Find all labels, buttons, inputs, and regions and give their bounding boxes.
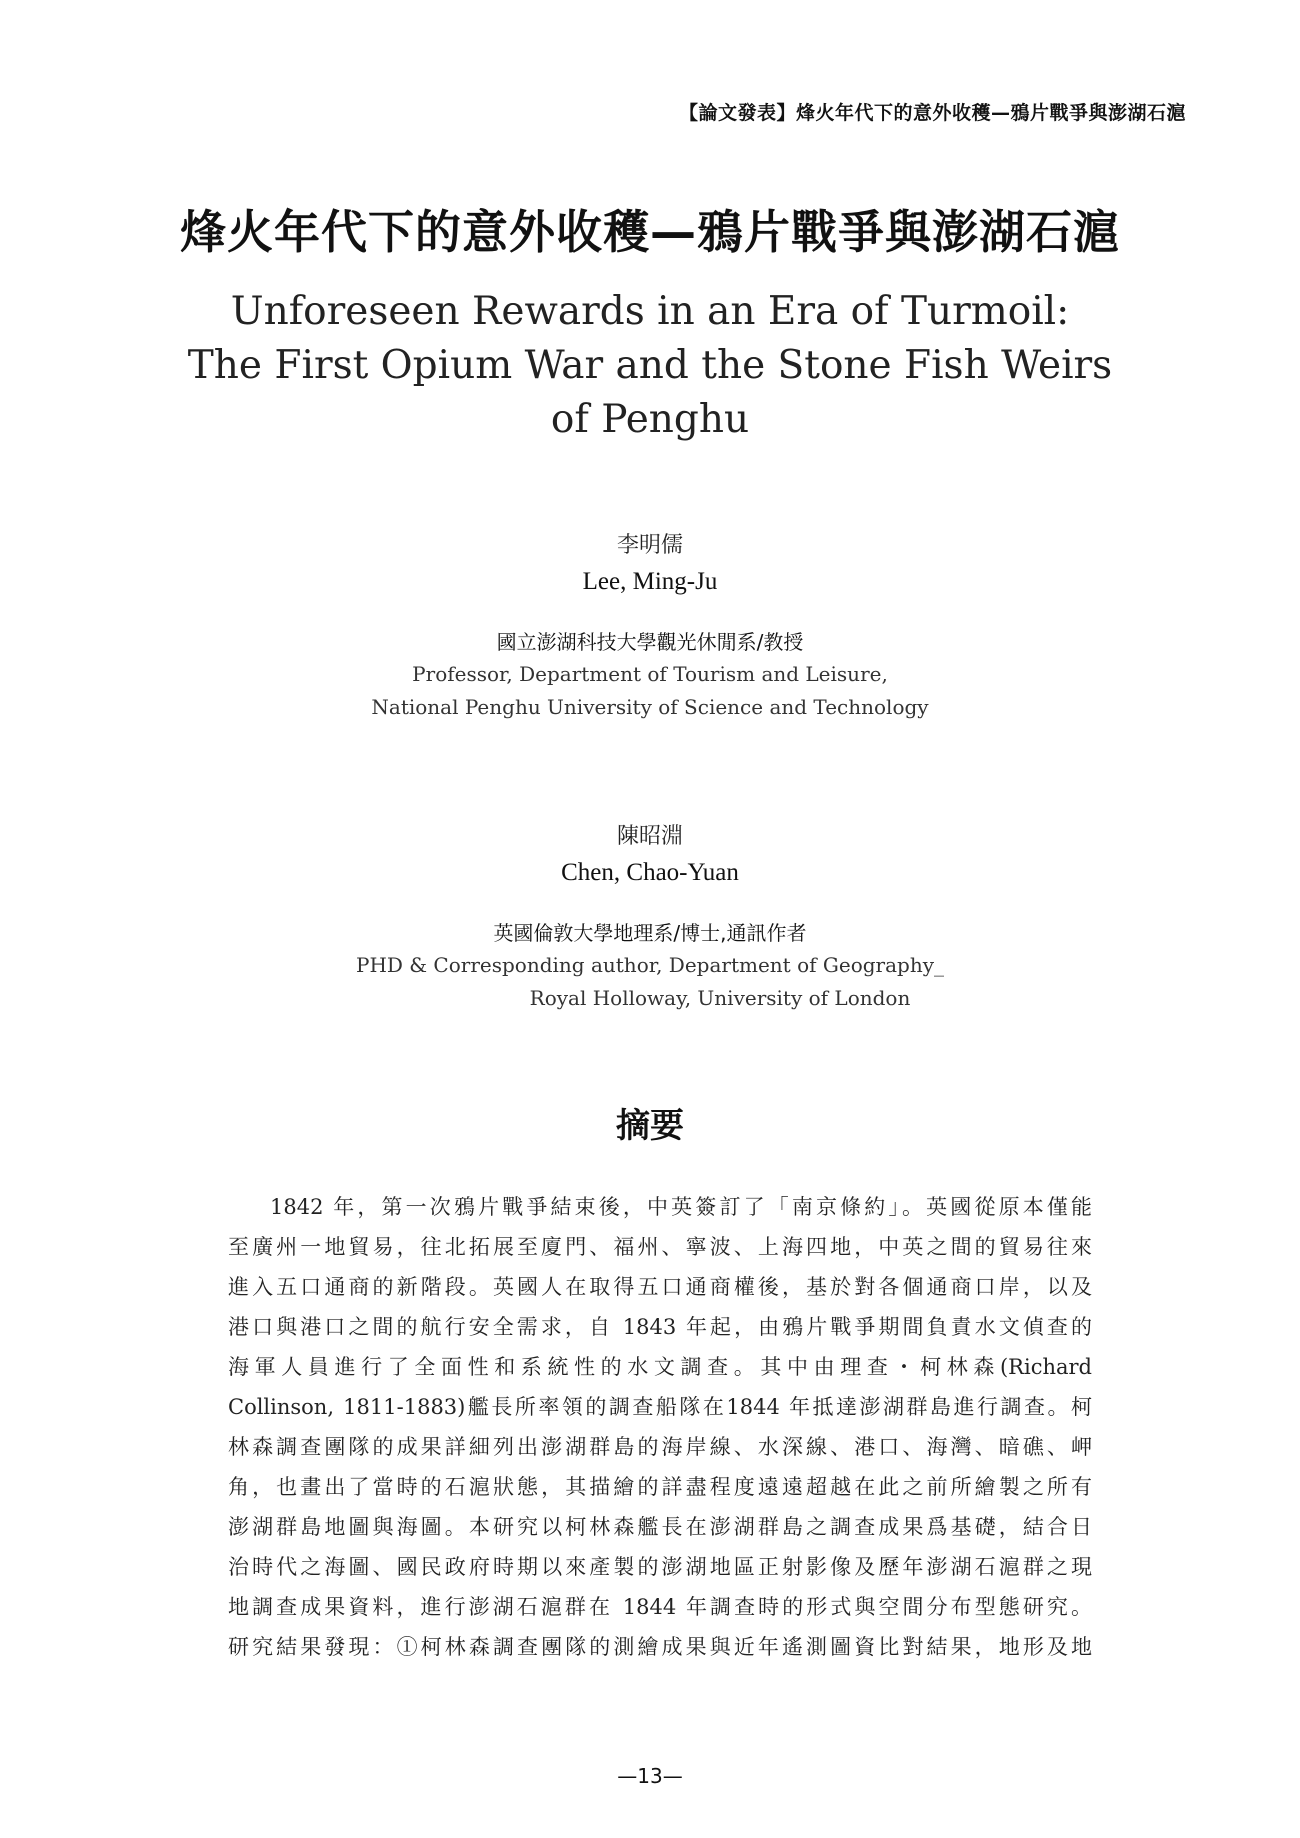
abstract-body <box>228 1187 1092 1667</box>
abstract-heading: 摘要 <box>616 1106 684 1146</box>
author-2-affiliation-chinese: 英國倫敦大學地理系/博士,通訊作者 <box>493 921 807 945</box>
abstract-line: 海軍人員進行了全面性和系統性的水文調查。其中由理查・柯林森(Richard <box>228 1355 1092 1379</box>
author-1-name-english: Lee, Ming-Ju <box>582 568 718 595</box>
author-2-affiliation-line-1: PHD & Corresponding author, Department of Geography_ <box>355 953 945 977</box>
page-number: —13— <box>617 1764 683 1788</box>
title-english <box>0 285 1300 447</box>
author-1-affiliation-chinese: 國立澎湖科技大學觀光休閒系/教授 <box>496 630 804 654</box>
author-2-name-chinese: 陳昭淵 <box>616 824 683 849</box>
author-1-affiliation-line-1: Professor, Department of Tourism and Leisure, <box>412 662 888 686</box>
author-1-name-chinese: 李明儒 <box>616 533 683 558</box>
author-2-affiliation-english <box>0 949 1300 1015</box>
title-english-line-3: of Penghu <box>550 397 750 442</box>
abstract-line: 澎湖群島地圖與海圖。本研究以柯林森艦長在澎湖群島之調查成果爲基礎，結合日 <box>228 1515 1092 1539</box>
abstract-line: 林森調查團隊的成果詳細列出澎湖群島的海岸線、水深線、港口、海灣、暗礁、岬 <box>228 1435 1092 1459</box>
abstract-line: 治時代之海圖、國民政府時期以來產製的澎湖地區正射影像及歷年澎湖石滬群之現 <box>228 1555 1092 1579</box>
abstract-line: 港口與港口之間的航行安全需求，自 1843 年起，由鴉片戰爭期間負責水文偵查的 <box>228 1315 1092 1339</box>
abstract-line: 研究結果發現：①柯林森調查團隊的測繪成果與近年遙測圖資比對結果，地形及地 <box>228 1635 1092 1659</box>
abstract-line: Collinson, 1811-1883)艦長所率領的調查船隊在1844 年抵達澎湖群島進行調查。柯 <box>228 1395 1092 1419</box>
abstract-line: 地調查成果資料，進行澎湖石滬群在 1844 年調查時的形式與空間分布型態研究。 <box>228 1595 1092 1619</box>
abstract-line: 角，也畫出了當時的石滬狀態，其描繪的詳盡程度遠遠超越在此之前所繪製之所有 <box>228 1475 1092 1499</box>
author-2-block <box>0 820 1300 1015</box>
author-1-affiliation-line-2: National Penghu University of Science and Technology <box>371 695 929 719</box>
title-english-line-1: Unforeseen Rewards in an Era of Turmoil: <box>230 289 1070 334</box>
title-english-line-2: The First Opium War and the Stone Fish Weirs <box>187 343 1113 388</box>
author-1-block <box>0 529 1300 724</box>
abstract-line: 至廣州一地貿易，往北拓展至廈門、福州、寧波、上海四地，中英之間的貿易往來 <box>228 1235 1092 1259</box>
author-1-affiliation-english <box>0 658 1300 724</box>
author-2-affiliation-line-2: Royal Holloway, University of London <box>529 986 911 1010</box>
abstract-line: 進入五口通商的新階段。英國人在取得五口通商權後，基於對各個通商口岸，以及 <box>228 1275 1092 1299</box>
title-chinese: 烽火年代下的意外收穫—鴉片戰爭與澎湖石滬 <box>180 205 1120 259</box>
running-header: 【論文發表】烽火年代下的意外收穫—鴉片戰爭與澎湖石滬 <box>678 102 1186 124</box>
author-2-name-english: Chen, Chao-Yuan <box>561 859 739 886</box>
abstract-line: 1842 年，第一次鴉片戰爭結束後，中英簽訂了「南京條約」。英國從原本僅能 <box>270 1195 1092 1219</box>
